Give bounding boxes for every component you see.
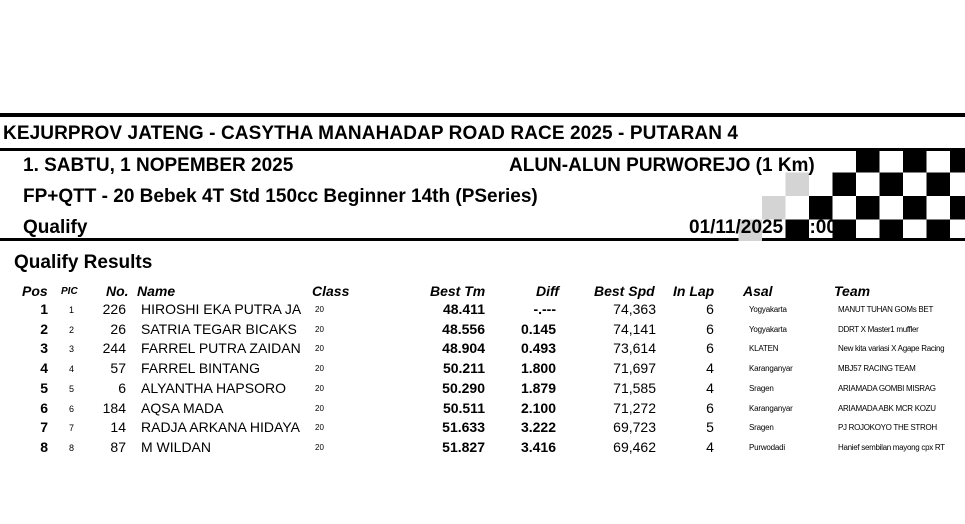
cell-in-lap: 6 bbox=[706, 340, 714, 357]
col-pos: Pos bbox=[22, 283, 48, 299]
col-in-lap: In Lap bbox=[673, 283, 715, 299]
cell-class: 20 bbox=[315, 305, 324, 314]
cell-best-tm: 48.556 bbox=[442, 320, 485, 337]
cell-no: 226 bbox=[102, 301, 126, 317]
cell-in-lap: 6 bbox=[706, 320, 714, 337]
cell-no: 14 bbox=[110, 419, 126, 436]
cell-team: PJ ROJOKOYO THE STROH bbox=[838, 423, 937, 433]
session-timestamp: 01/11/2025 09:00 bbox=[689, 217, 837, 238]
cell-best-spd: 74,363 bbox=[613, 301, 656, 317]
cell-in-lap: 5 bbox=[706, 419, 714, 436]
checker-square bbox=[809, 196, 833, 220]
cell-best-tm: 48.904 bbox=[442, 340, 485, 357]
cell-asal: Purwodadi bbox=[749, 442, 786, 452]
cell-team: ARIAMADA GOMBI MISRAG bbox=[838, 383, 936, 393]
col-no: No. bbox=[106, 283, 129, 299]
cell-pic: 5 bbox=[68, 383, 74, 394]
checker-square bbox=[762, 196, 786, 220]
table-row bbox=[0, 340, 965, 360]
event-title: KEJURPROV JATENG - CASYTHA MANAHADAP ROAD RACE 2025 - PUTARAN 4 bbox=[3, 123, 739, 144]
event-date: 1. SABTU, 1 NOPEMBER 2025 bbox=[23, 155, 294, 176]
session-label: Qualify bbox=[23, 217, 88, 238]
cell-best-spd: 71,585 bbox=[613, 379, 656, 396]
col-asal: Asal bbox=[743, 283, 773, 299]
cell-in-lap: 6 bbox=[706, 301, 714, 317]
cell-name: SATRIA TEGAR BICAKS bbox=[141, 320, 297, 337]
cell-asal: Sragen bbox=[749, 383, 774, 393]
checker-square bbox=[880, 220, 904, 242]
cell-class: 20 bbox=[315, 344, 324, 354]
table-row bbox=[0, 301, 965, 321]
checker-square bbox=[856, 196, 880, 220]
cell-asal: Karanganyar bbox=[749, 403, 793, 413]
col-diff: Diff bbox=[536, 283, 560, 299]
cell-name: RADJA ARKANA HIDAYA bbox=[141, 419, 300, 436]
checker-square bbox=[927, 173, 951, 197]
cell-name: ALYANTHA HAPSORO bbox=[141, 379, 286, 396]
cell-best-tm: 50.211 bbox=[442, 360, 485, 377]
cell-pos: 3 bbox=[40, 340, 48, 357]
cell-best-tm: 48.411 bbox=[442, 301, 485, 317]
cell-pos: 2 bbox=[40, 320, 48, 337]
cell-asal: Karanganyar bbox=[749, 364, 793, 374]
cell-diff: 3.416 bbox=[520, 438, 556, 455]
cell-no: 244 bbox=[102, 340, 126, 357]
cell-best-spd: 69,723 bbox=[613, 419, 656, 436]
cell-pos: 8 bbox=[40, 438, 48, 455]
checker-square bbox=[927, 220, 951, 242]
cell-best-tm: 50.290 bbox=[442, 379, 485, 396]
cell-diff: 1.879 bbox=[520, 379, 556, 396]
cell-pic: 8 bbox=[68, 442, 74, 453]
cell-team: MBJ57 RACING TEAM bbox=[838, 364, 916, 374]
cell-name: AQSA MADA bbox=[141, 399, 224, 416]
class-line: FP+QTT - 20 Bebek 4T Std 150cc Beginner 14th (PSeries) bbox=[23, 186, 538, 207]
section-title: Qualify Results bbox=[14, 252, 153, 273]
checker-square bbox=[950, 149, 965, 173]
cell-diff: 2.100 bbox=[520, 399, 556, 416]
table-row bbox=[0, 439, 965, 459]
cell-best-tm: 51.827 bbox=[442, 438, 485, 455]
cell-team: DDRT X Master1 muffler bbox=[838, 324, 919, 334]
cell-team: Hanief sembilan mayong cpx RT bbox=[838, 442, 945, 452]
col-name: Name bbox=[137, 283, 176, 299]
cell-pos: 7 bbox=[40, 419, 48, 436]
cell-pos: 4 bbox=[40, 360, 48, 377]
cell-pic: 4 bbox=[68, 364, 74, 375]
cell-class: 20 bbox=[315, 403, 324, 413]
cell-asal: Yogyakarta bbox=[749, 305, 787, 314]
cell-name: FARREL PUTRA ZAIDAN bbox=[141, 340, 301, 357]
cell-team: New kita variasi X Agape Racing bbox=[838, 344, 945, 354]
cell-asal: Sragen bbox=[749, 423, 774, 433]
cell-diff: 3.222 bbox=[520, 419, 556, 436]
cell-class: 20 bbox=[315, 324, 324, 334]
cell-diff: -.--- bbox=[533, 301, 556, 317]
event-venue: ALUN-ALUN PURWOREJO (1 Km) bbox=[509, 155, 815, 176]
checker-square bbox=[833, 173, 857, 197]
cell-best-tm: 50.511 bbox=[442, 399, 485, 416]
checker-square bbox=[903, 149, 927, 173]
cell-no: 87 bbox=[110, 438, 126, 455]
cell-in-lap: 4 bbox=[706, 360, 714, 377]
col-best-spd: Best Spd bbox=[594, 283, 655, 299]
table-row bbox=[0, 400, 965, 420]
cell-class: 20 bbox=[315, 364, 324, 374]
col-class: Class bbox=[312, 283, 350, 299]
cell-pic: 3 bbox=[68, 344, 74, 355]
cell-diff: 0.145 bbox=[520, 320, 556, 337]
cell-diff: 1.800 bbox=[520, 360, 556, 377]
cell-pic: 2 bbox=[68, 324, 74, 335]
cell-best-spd: 74,141 bbox=[613, 320, 656, 337]
cell-best-tm: 51.633 bbox=[442, 419, 485, 436]
cell-best-spd: 73,614 bbox=[613, 340, 656, 357]
col-pic: PIC bbox=[61, 286, 78, 297]
cell-asal: KLATEN bbox=[749, 344, 779, 354]
checker-square bbox=[856, 149, 880, 173]
checker-square bbox=[950, 196, 965, 220]
cell-pic: 1 bbox=[68, 305, 74, 315]
cell-pos: 5 bbox=[40, 379, 48, 396]
checker-square bbox=[880, 173, 904, 197]
cell-diff: 0.493 bbox=[520, 340, 556, 357]
top-rule bbox=[0, 113, 965, 117]
col-best-tm: Best Tm bbox=[430, 283, 486, 299]
cell-name: FARREL BINTANG bbox=[141, 360, 261, 377]
cell-name: M WILDAN bbox=[141, 438, 211, 455]
cell-in-lap: 6 bbox=[706, 399, 714, 416]
col-team: Team bbox=[834, 283, 871, 299]
cell-team: MANUT TUHAN GOMs BET bbox=[838, 305, 934, 314]
cell-best-spd: 71,697 bbox=[613, 360, 656, 377]
cell-class: 20 bbox=[315, 423, 324, 433]
cell-name: HIROSHI EKA PUTRA JA bbox=[141, 301, 301, 317]
cell-pos: 6 bbox=[40, 399, 48, 416]
cell-no: 6 bbox=[118, 379, 126, 396]
table-row bbox=[0, 321, 965, 341]
cell-asal: Yogyakarta bbox=[749, 324, 787, 334]
table-row bbox=[0, 380, 965, 400]
cell-best-spd: 71,272 bbox=[613, 399, 656, 416]
cell-best-spd: 69,462 bbox=[613, 438, 656, 455]
cell-pic: 6 bbox=[68, 403, 74, 414]
cell-pic: 7 bbox=[68, 423, 74, 434]
checker-square bbox=[903, 196, 927, 220]
cell-class: 20 bbox=[315, 383, 324, 393]
cell-in-lap: 4 bbox=[706, 379, 714, 396]
table-row bbox=[0, 360, 965, 380]
cell-team: ARIAMADA ABK MCR KOZU bbox=[838, 403, 936, 413]
cell-no: 26 bbox=[110, 320, 126, 337]
cell-in-lap: 4 bbox=[706, 438, 714, 455]
table-row bbox=[0, 419, 965, 439]
cell-no: 57 bbox=[110, 360, 126, 377]
cell-pos: 1 bbox=[40, 301, 48, 317]
cell-class: 20 bbox=[315, 442, 324, 452]
cell-no: 184 bbox=[102, 399, 126, 416]
